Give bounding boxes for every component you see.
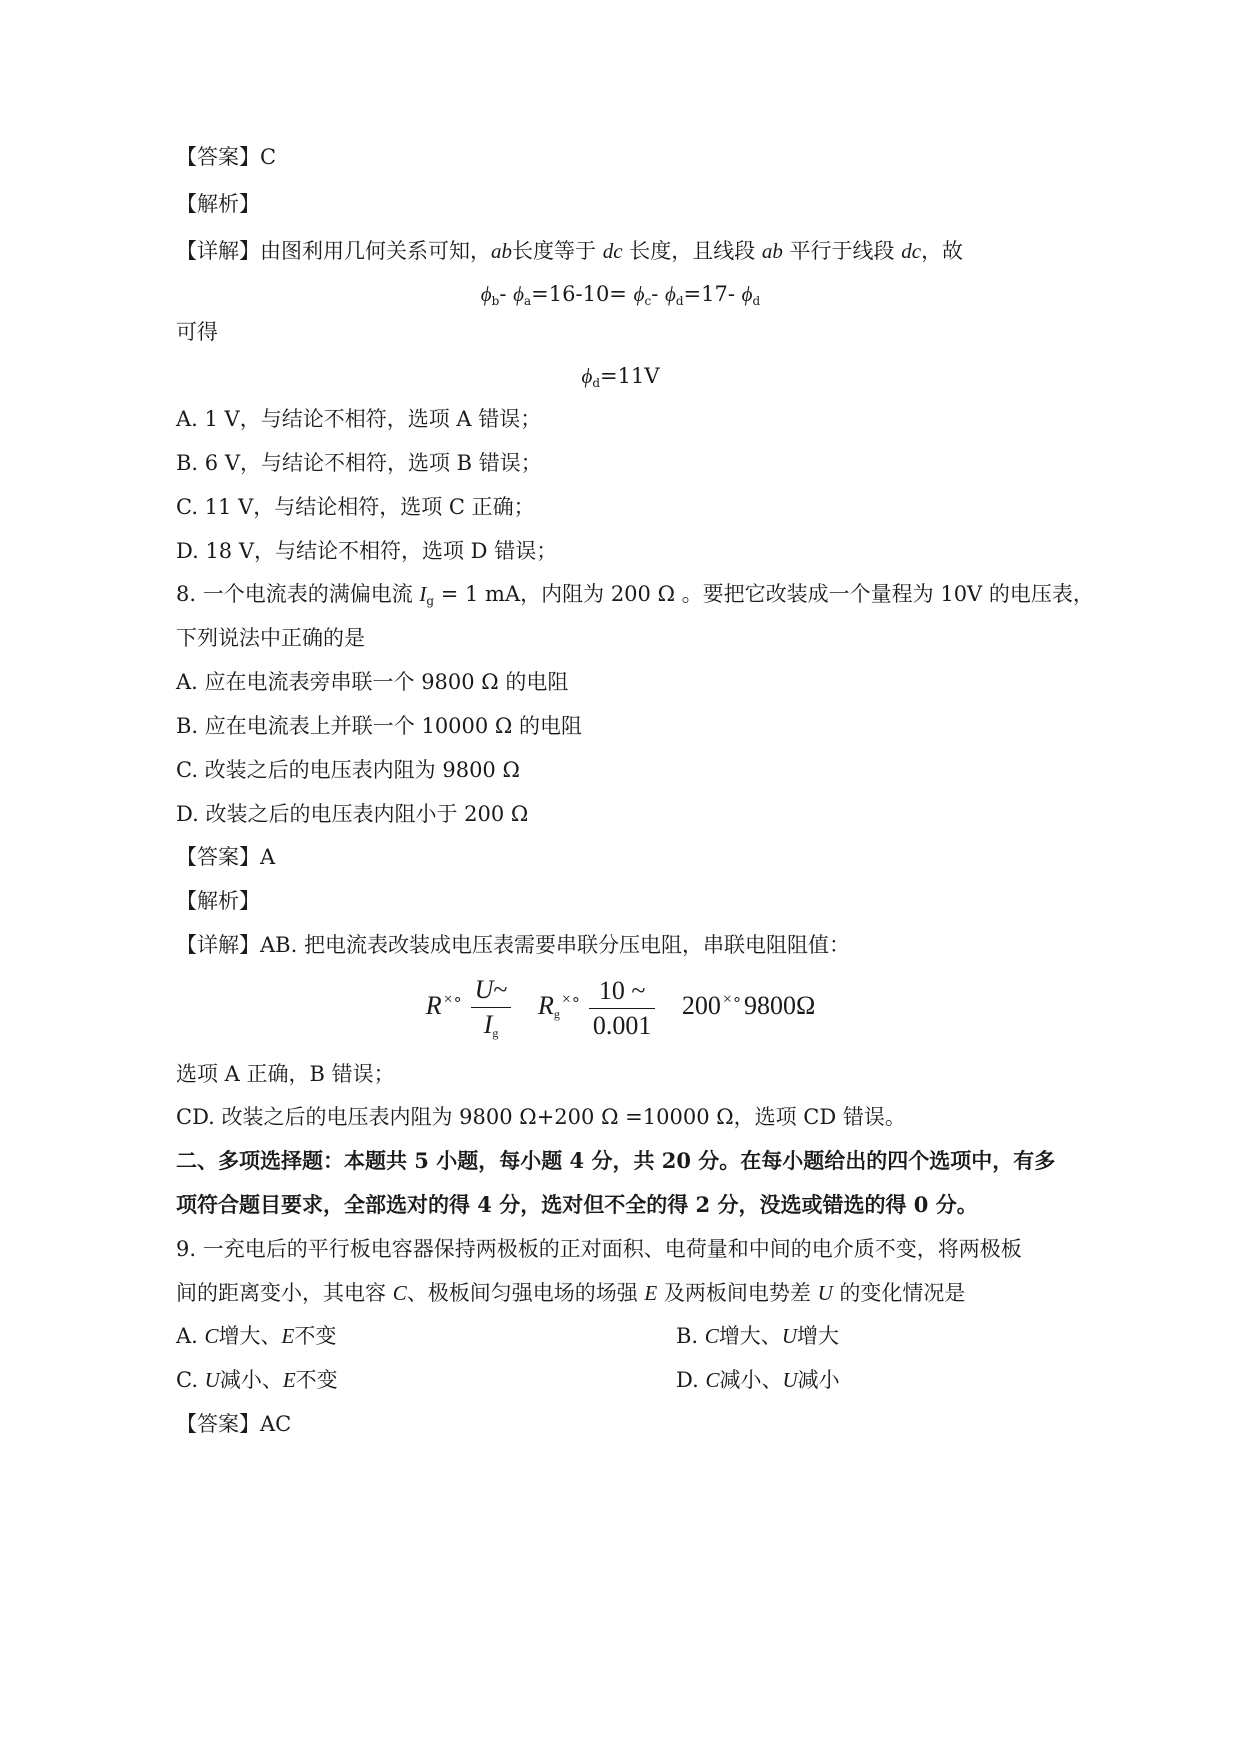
q9-stem-line1: 9. 一充电后的平行板电容器保持两极板的正对面积、电荷量和中间的电介质不变，将两极板 [176,1237,1022,1261]
q9-option-d: D. C减小、U减小 [676,1368,840,1392]
equation-potential-diff: $\phi_b-$ $\phi_a=16-10= \phi_c-$ $\phi_d=17-$ $\phi_d$ [480,282,761,308]
q9-option-a: A. C增大、E不变 [176,1324,337,1348]
q8-answer: 【答案】A [176,845,276,869]
kede-text: 可得 [176,320,218,344]
q8-option-b: B. 应在电流表上并联一个 10000 Ω 的电阻 [176,714,583,738]
q8-option-c: C. 改装之后的电压表内阻为 9800 Ω [176,758,520,782]
q8-stem-line2: 下列说法中正确的是 [176,626,365,650]
q8-stem-line1: 8. 一个电流表的满偏电流 $I_g = 1$ mA，内阻为 200 Ω 。要把它改装成一个量程为 10V 的电压表， [176,582,1094,608]
block1-option-c: C. 11 V，与结论相符，选项 C 正确； [176,495,535,519]
section2-heading-line1: 二、多项选择题：本题共 5 小题，每小题 4 分，共 20 分。在每小题给出的四个选项中，有多 [176,1148,1056,1173]
detail-line: 【详解】由图利用几何关系可知，ab长度等于 dc 长度，且线段 ab 平行于线段 dc，故 [176,239,964,263]
analysis-label: 【解析】 [176,192,260,216]
q9-answer: 【答案】AC [176,1412,292,1436]
q8-analysis-label: 【解析】 [176,889,260,913]
q9-option-c: C. U减小、E不变 [176,1368,338,1392]
q9-option-b: B. C增大、U增大 [676,1324,839,1348]
q8-conclusion-cd: CD. 改装之后的电压表内阻为 9800 Ω+200 Ω =10000 Ω，选项 CD 错误。 [176,1105,906,1129]
q8-option-d: D. 改装之后的电压表内阻小于 200 Ω [176,802,529,826]
block1-option-b: B. 6 V，与结论不相符，选项 B 错误； [176,451,542,475]
section2-heading-line2: 项符合题目要求，全部选对的得 4 分，选对但不全的得 2 分，没选或错选的得 0 分。 [176,1192,978,1217]
answer-line: 【答案】C [176,145,277,169]
equation-phi-d: $\phi_d=11V$ [581,364,660,390]
q8-option-a: A. 应在电流表旁串联一个 9800 Ω 的电阻 [176,670,569,694]
q8-conclusion-ab: 选项 A 正确，B 错误； [176,1062,395,1086]
block1-option-d: D. 18 V，与结论不相符，选项 D 错误； [176,539,558,563]
q8-detail: 【详解】AB. 把电流表改装成电压表需要串联分压电阻，串联电阻阻值： [176,933,850,957]
q9-stem-line2: 间的距离变小，其电容 C、极板间匀强电场的场强 E 及两板间电势差 U 的变化情况是 [176,1281,966,1305]
block1-option-a: A. 1 V，与结论不相符，选项 A 错误； [176,407,542,431]
q8-resistance-formula: R ×∘ $\frac{U\sim}{I_g}$ $R_g^{\times\circ}$ $\frac{10 \sim}{0.001}$ 200 ×∘9800Ω [425,975,816,1040]
